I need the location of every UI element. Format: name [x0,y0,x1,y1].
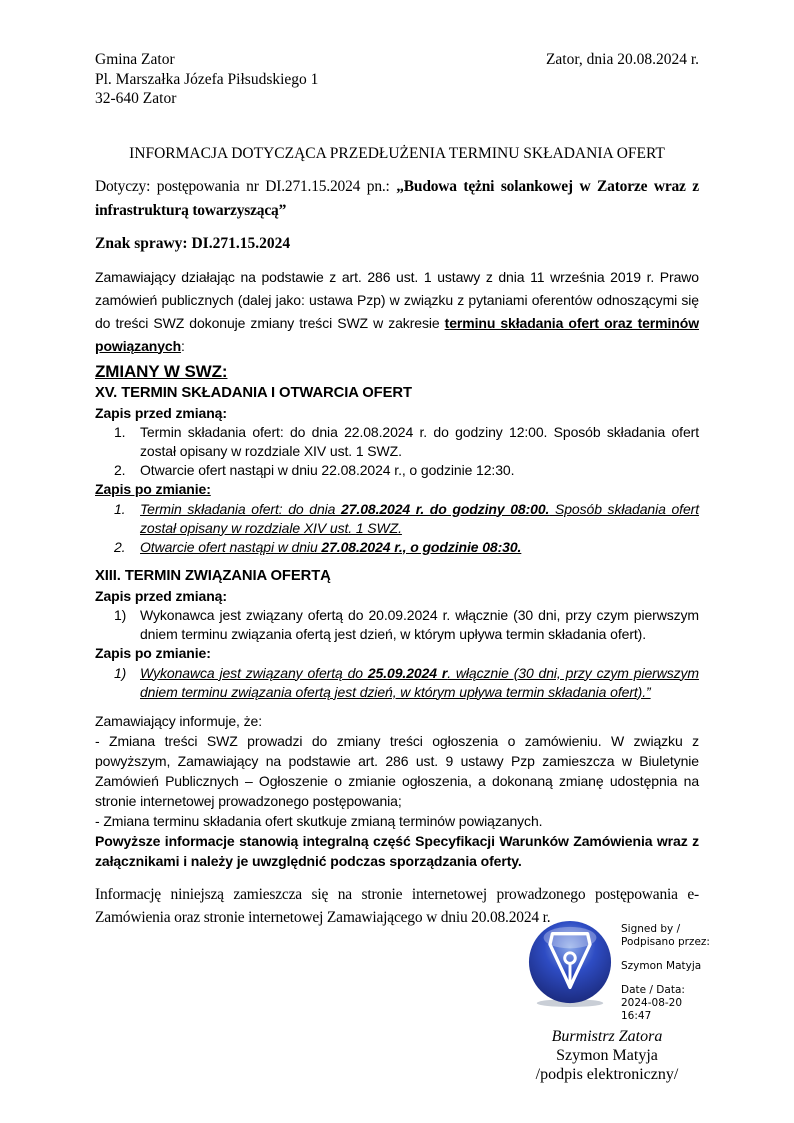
spacer [95,702,699,711]
list-marker: 2. [114,538,126,555]
list-marker: 1. [114,424,126,440]
list-item [95,538,699,557]
signed-by-label-en: Signed by / [621,922,681,935]
signature-block [507,1027,707,1084]
list-item [95,500,699,538]
signer-fullname: Szymon Matyja [556,1046,658,1064]
info-paragraph-2: - Zmiana terminu składania ofert skutkuje zmianą terminów powiązanych. [95,812,543,829]
changes-heading: ZMIANY W SWZ: [95,361,228,381]
list-item-text: Otwarcie ofert nastąpi w dniu 22.08.2024 r., o godzinie 12:30. [140,462,515,478]
signer-name: Szymon Matyja [621,959,702,972]
info-lead: Zamawiający informuje, że: [95,712,263,729]
signature-row [527,919,713,1023]
list-item [95,423,699,461]
signature-details [613,919,710,1023]
list-item [95,461,699,480]
intro-paragraph: Zamawiający działając na podstawie z art. 286 ust. 1 ustawy z dnia 11 września 2019 r. Prawo zamówień publicznych (dalej jako: ustawa Pzp) w związku z pytaniami oferentów odnoszącymi się do treści SWZ dokonuje zmiany treści SWZ w zakresie terminu składania ofert oraz terminów powiązanych: [95,268,699,354]
list-item [95,664,699,702]
letterhead [95,50,699,109]
sender-street: Pl. Marszałka Józefa Piłsudskiego 1 [95,70,319,88]
list-item-text: Termin składania ofert: do dnia 22.08.2024 r. do godziny 12:00. Sposób składania ofert został opisany w rozdziale XIV ust. 1 SWZ. [140,424,699,459]
list-item [95,606,699,644]
subject-line: Dotyczy: postępowania nr DI.271.15.2024 pn.: „Budowa tężni solankowej w Zatorze wraz z infrastrukturą towarzyszącą” [95,177,699,219]
publication-note: Informację niniejszą zamieszcza się na stronie internetowej prowadzonego postępowania e-Zamówienia oraz stronie internetowej Zamawiającego w dniu 20.08.2024 r. [95,885,699,926]
list-item-text: Otwarcie ofert nastąpi w dniu 27.08.2024 r., o godzinie 08:30. [140,538,522,555]
info-bold-note: Powyższe informacje stanowią integralną część Specyfikacji Warunków Zamówienia wraz z załącznikami i należy je uwzględnić podczas sporządzania oferty. [95,832,699,869]
section-xv-after-label: Zapis po zmianie: [95,481,211,497]
list-marker: 1) [114,664,127,681]
spacer [95,557,699,566]
list-item-text: Wykonawca jest związany ofertą do 25.09.2024 r. włącznie (30 dni, przy czym pierwszym dniem terminu związania ofertą jest dzień, w którym upływa termin składania ofert).” [140,664,699,700]
sender-name: Gmina Zator [95,51,175,68]
time-value: 16:47 [621,1009,652,1022]
signed-by-label-pl: Podpisano przez: [621,935,710,948]
list-item-text: Termin składania ofert: do dnia 27.08.2024 r. do godziny 08:00. Sposób składania ofert został opisany w rozdziale XIV ust. 1 SWZ. [140,500,699,536]
dateline: Zator, dnia 20.08.2024 r. [545,51,699,68]
list-item-text: Wykonawca jest związany ofertą do 20.09.2024 r. włącznie (30 dni, przy czym pierwszym dniem terminu związania ofertą jest dzień, w którym upływa termin składania ofert). [140,607,699,642]
signature-stamp [527,919,713,1084]
document-title: INFORMACJA DOTYCZĄCA PRZEDŁUŻENIA TERMINU SKŁADANIA OFERT [129,144,665,162]
date-label: Date / Data: [621,983,685,996]
sender-city: 32-640 Zator [95,90,177,107]
electronic-signature-note: /podpis elektroniczny/ [535,1065,679,1083]
section-xiii-after-label: Zapis po zmianie: [95,645,211,661]
signer-title: Burmistrz Zatora [551,1027,663,1045]
sender-address [95,50,318,109]
list-marker: 1) [114,607,127,623]
pen-nib-icon [527,919,613,1007]
list-marker: 1. [114,500,126,517]
section-xv-heading: XV. TERMIN SKŁADANIA I OTWARCIA OFERT [95,384,412,401]
list-marker: 2. [114,462,126,478]
info-paragraph-1: - Zmiana treści SWZ prowadzi do zmiany treści ogłoszenia o zamówieniu. W związku z powyższym, Zamawiający na podstawie art. 286 ust. 9 ustawy Pzp zamieszcza w Biuletynie Zamówień Publicznych – Ogłoszenie o zmianie ogłoszenia, a dokonaną zmianę udostępnia na stronie internetowej prowadzonego postępowania; [95,732,699,809]
date-value: 2024-08-20 [621,996,683,1009]
section-xv-before-label: Zapis przed zmianą: [95,404,227,421]
section-xiii-heading: XIII. TERMIN ZWIĄZANIA OFERTĄ [95,567,331,584]
section-xiii-before-label: Zapis przed zmianą: [95,587,227,604]
case-number: Znak sprawy: DI.271.15.2024 [95,234,291,252]
